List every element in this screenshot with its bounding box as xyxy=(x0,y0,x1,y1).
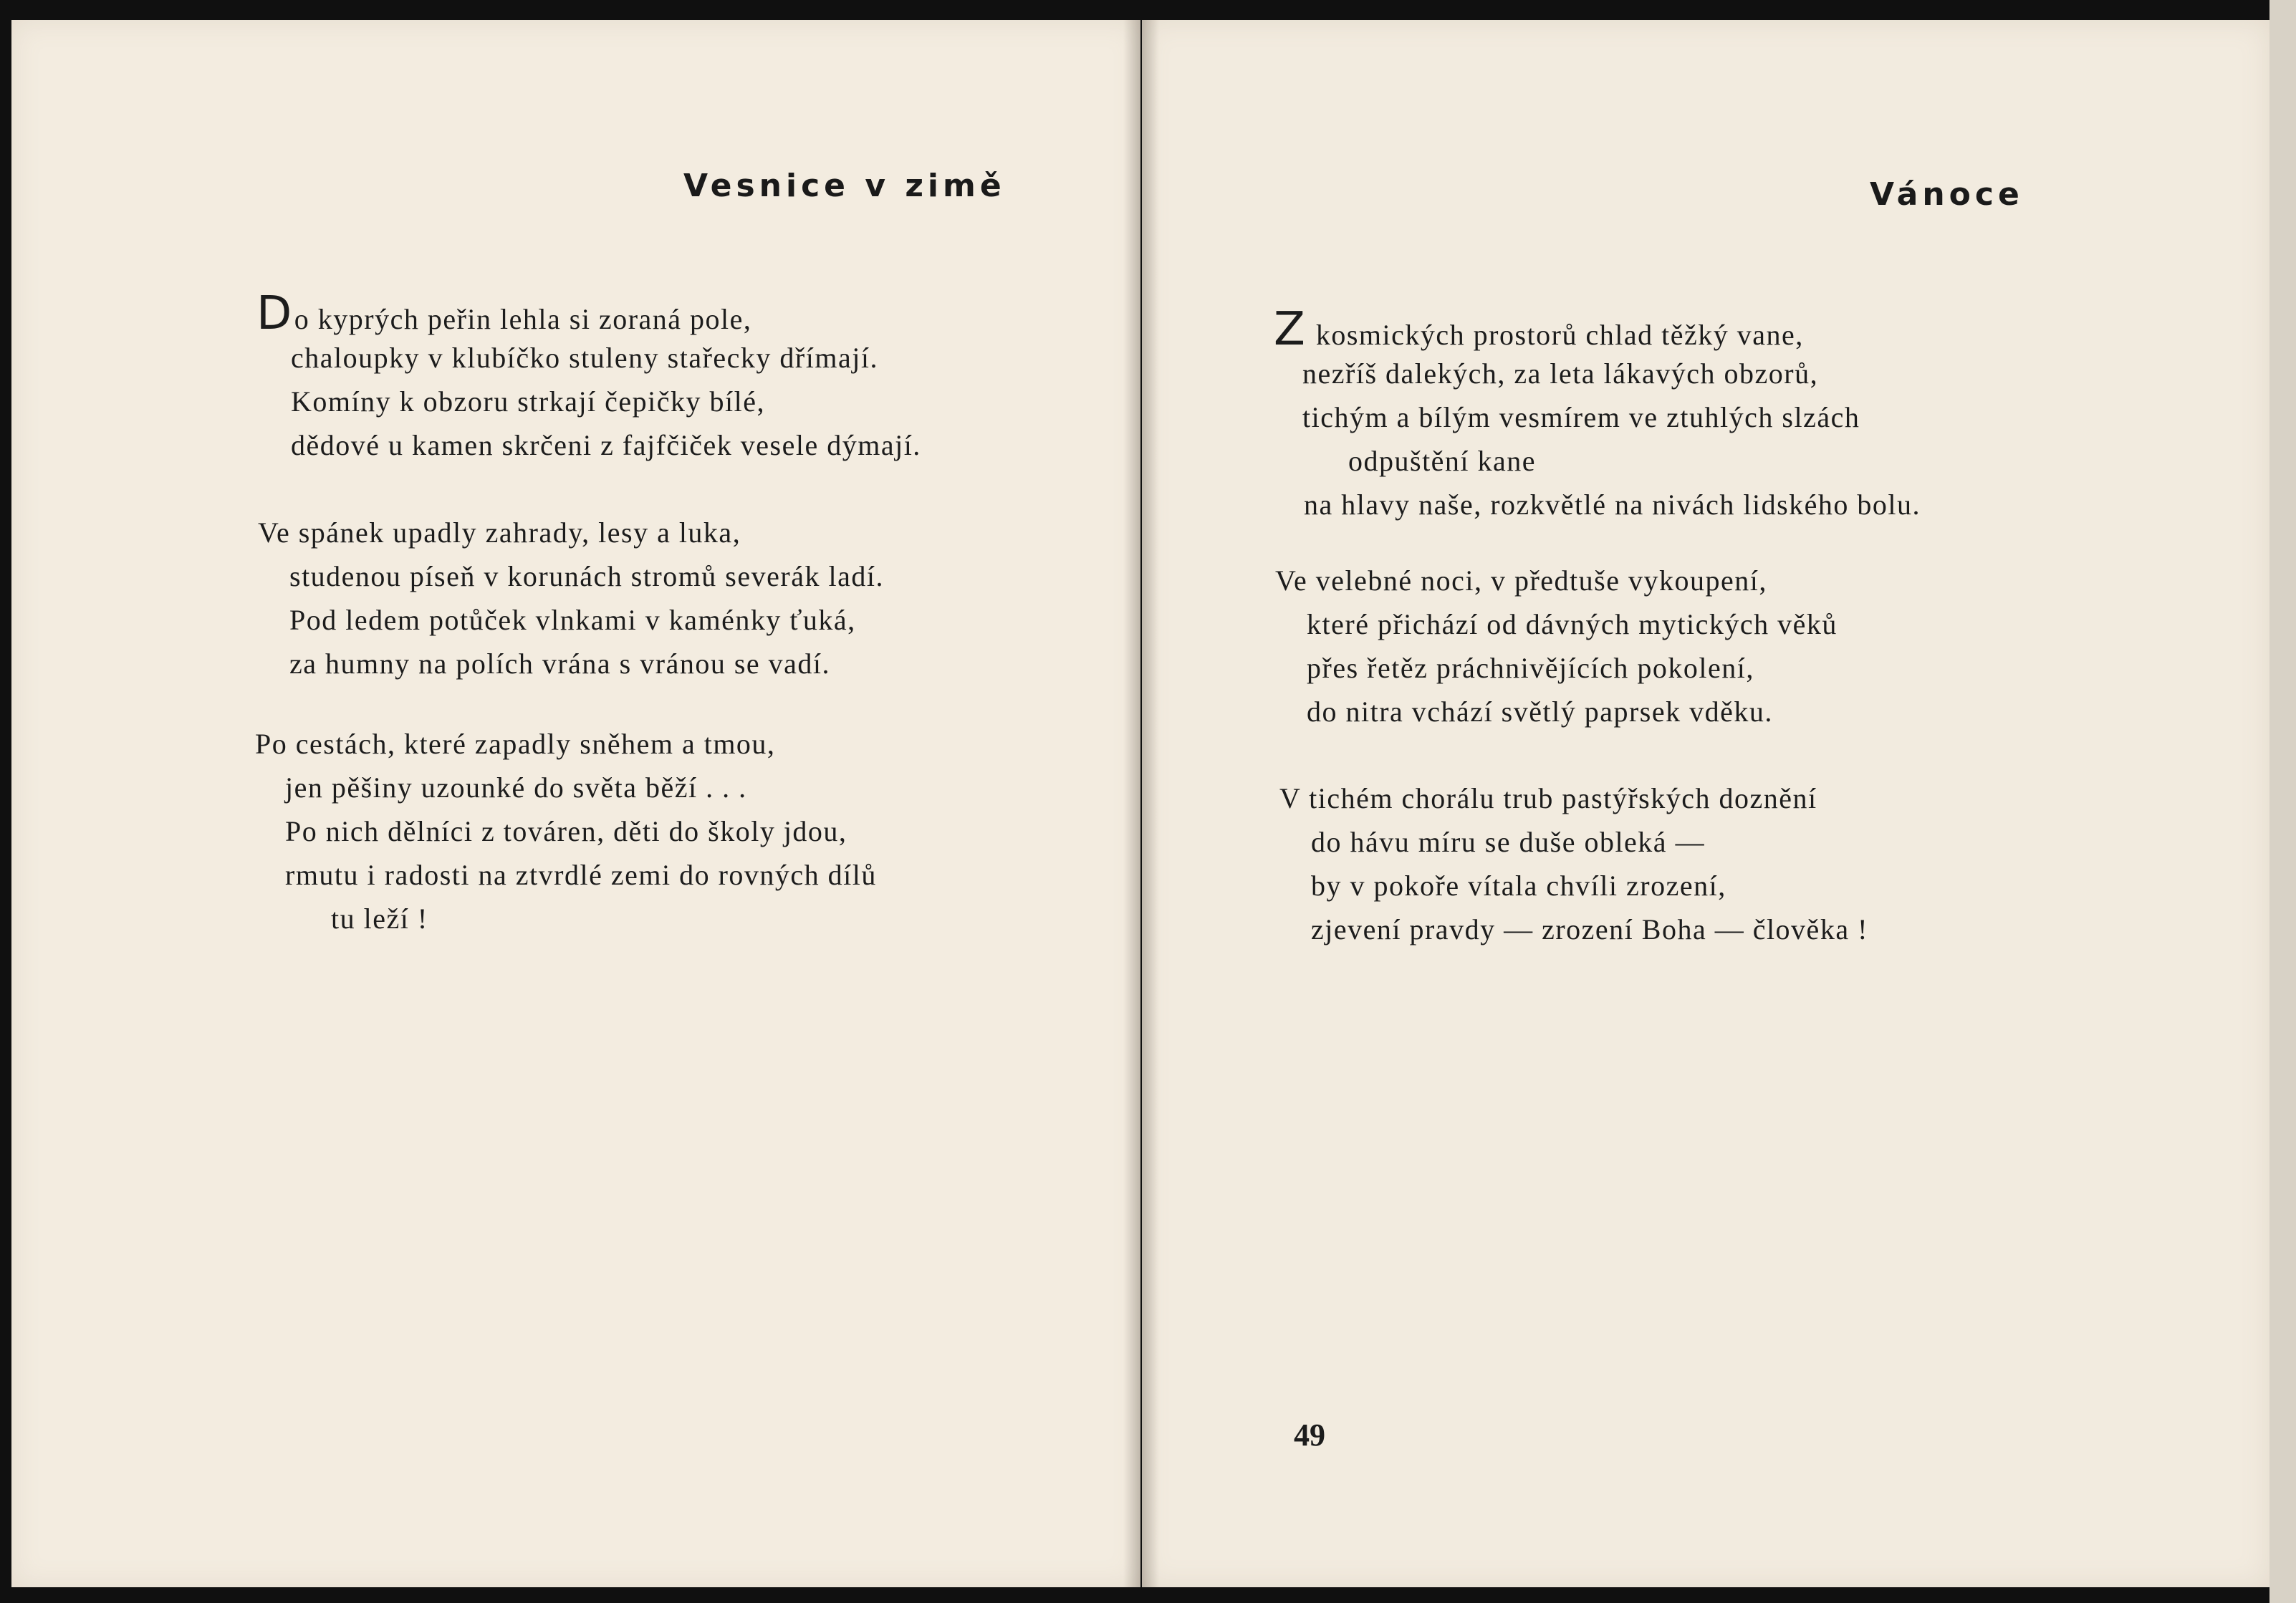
poem-line: Ve spánek upadly zahrady, lesy a luka, xyxy=(258,516,741,549)
left-stanza-2 xyxy=(258,511,884,685)
poem-line: nezříš dalekých, za leta lákavých obzorů, xyxy=(1302,357,1819,390)
poem-line: Pod ledem potůček vlnkami v kaménky ťuká, xyxy=(289,604,856,636)
right-gutter-shadow xyxy=(1142,20,1159,1587)
poem-line: za humny na polích vrána s vránou se vadí. xyxy=(289,648,831,680)
right-page xyxy=(1142,20,2269,1587)
left-stanza-3 xyxy=(255,722,877,940)
poem-line: jen pěšiny uzounké do světa běží . . . xyxy=(285,771,747,804)
poem-line: do hávu míru se duše obleká — xyxy=(1311,826,1706,858)
poem-line: Po cestách, které zapadly sněhem a tmou, xyxy=(255,728,776,760)
poem-line: by v pokoře vítala chvíli zrození, xyxy=(1311,870,1726,902)
right-stanza-1 xyxy=(1274,303,1921,526)
poem-line: na hlavy naše, rozkvětlé na nivách lidského bolu. xyxy=(1304,488,1921,521)
poem-line: přes řetěz práchnivějících pokolení, xyxy=(1307,652,1754,684)
poem-line: které přichází od dávných mytických věků xyxy=(1307,608,1838,640)
left-gutter-shadow xyxy=(1123,20,1140,1587)
left-poem-title: Vesnice v zimě xyxy=(683,168,1006,204)
poem-line: V tichém chorálu trub pastýřských doznění xyxy=(1279,782,1817,814)
poem-line: tu leží ! xyxy=(331,902,428,935)
poem-line: Do kyprých peřin lehla si zoraná pole, xyxy=(256,287,752,340)
drop-cap: Z xyxy=(1274,303,1307,356)
poem-line: Ve velebné noci, v předtuše vykoupení, xyxy=(1275,564,1767,597)
poem-line: dědové u kamen skrčeni z fajfčiček vesele dýmají. xyxy=(291,429,921,461)
poem-line: do nitra vchází světlý paprsek vděku. xyxy=(1307,695,1773,728)
poem-line: Komíny k obzoru strkají čepičky bílé, xyxy=(291,385,766,418)
right-stanza-3 xyxy=(1279,776,1868,951)
poem-line: chaloupky v klubíčko stuleny stařecky dřímají. xyxy=(291,342,878,374)
poem-line: Po nich dělníci z továren, děti do školy jdou, xyxy=(285,815,847,847)
poem-line: studenou píseň v korunách stromů severák ladí. xyxy=(289,560,884,592)
right-stanza-2 xyxy=(1275,559,1838,733)
left-page xyxy=(11,20,1140,1587)
right-poem-title: Vánoce xyxy=(1870,176,2024,213)
left-stanza-1 xyxy=(256,287,921,467)
poem-line: odpuštění kane xyxy=(1348,445,1537,477)
drop-cap: D xyxy=(256,287,293,340)
page-number: 49 xyxy=(1294,1417,1325,1453)
poem-line: Z kosmických prostorů chlad těžký vane, xyxy=(1274,303,1804,356)
poem-line: tichým a bílým vesmírem ve ztuhlých slzách xyxy=(1302,401,1860,433)
background-edge-strip xyxy=(2269,0,2296,1603)
poem-line: zjevení pravdy — zrození Boha — člověka ! xyxy=(1311,913,1868,945)
poem-line: rmutu i radosti na ztvrdlé zemi do rovných dílů xyxy=(285,859,877,891)
